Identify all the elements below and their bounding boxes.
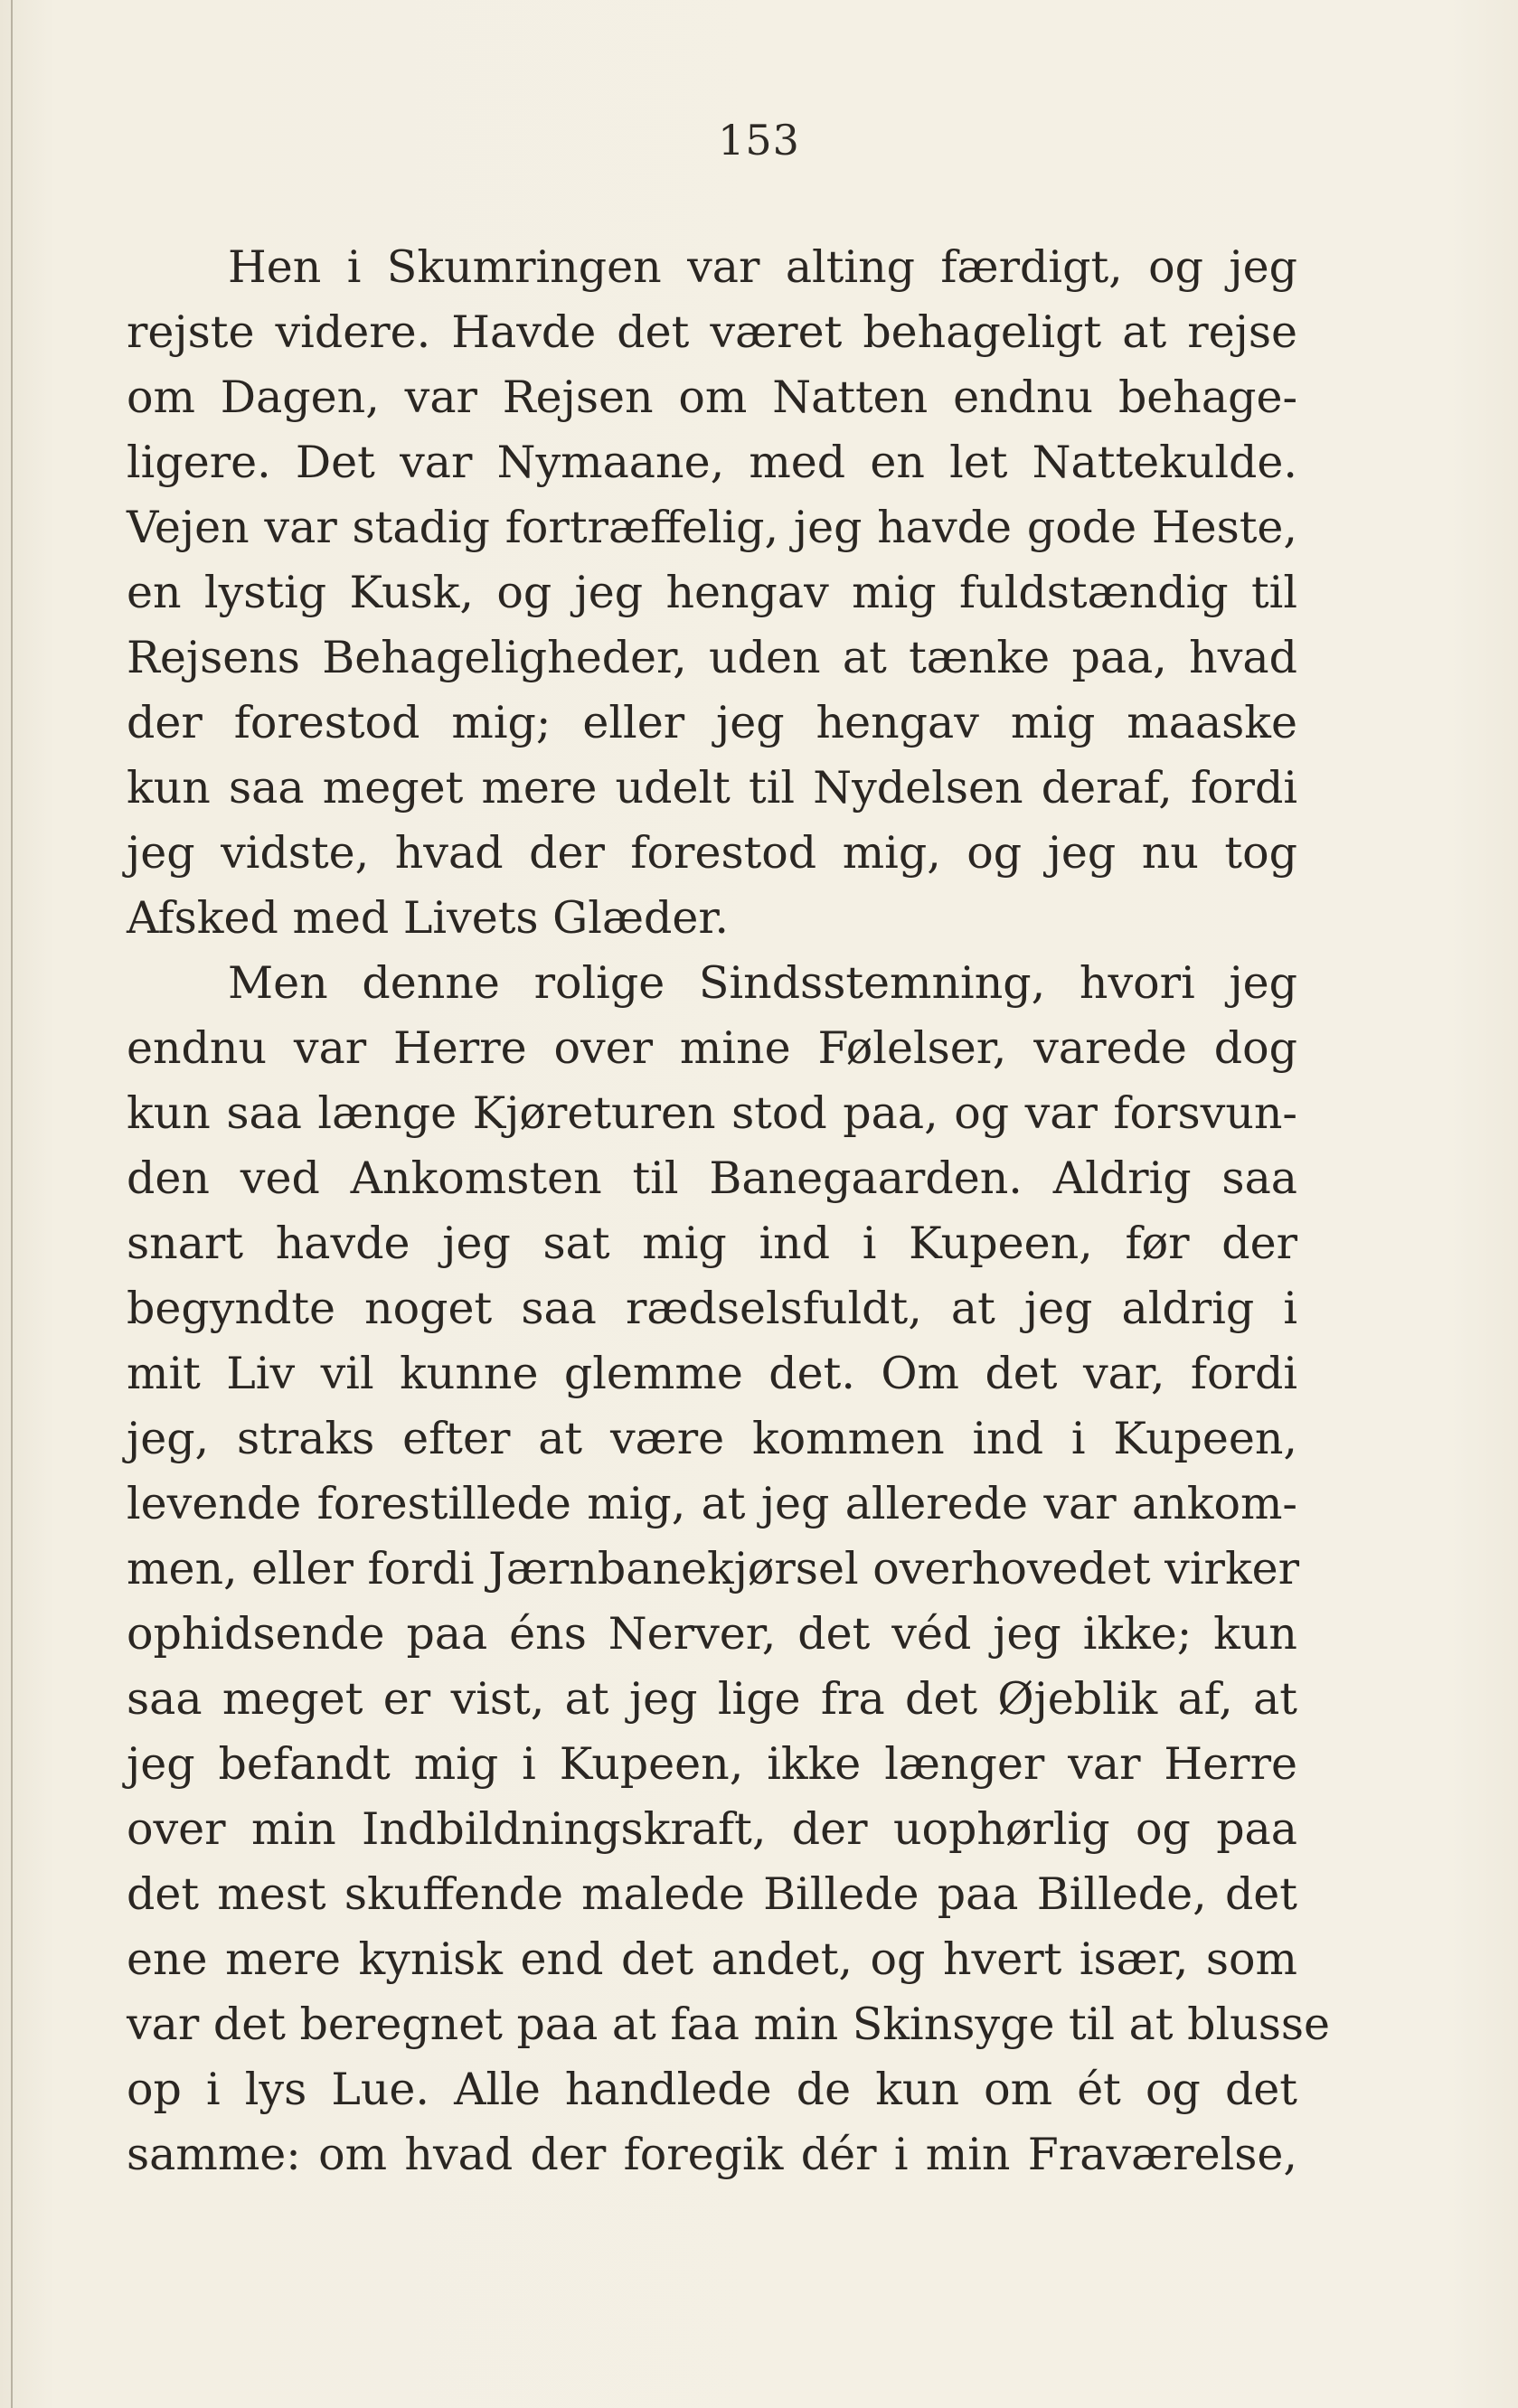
text-line: samme: om hvad der foregik dér i min Fraværelse, (127, 2129, 1297, 2180)
text-line: ligere. Det var Nymaane, med en let Nattekulde. (127, 437, 1297, 488)
text-line: op i lys Lue. Alle handlede de kun om ét og det (127, 2064, 1297, 2115)
text-line: ene mere kynisk end det andet, og hvert især, som (127, 1933, 1297, 1985)
text-line: saa meget er vist, at jeg lige fra det Øjeblik af, at (127, 1673, 1297, 1725)
text-line: en lystig Kusk, og jeg hengav mig fuldstændig til (127, 567, 1297, 618)
text-line: endnu var Herre over mine Følelser, varede dog (127, 1022, 1297, 1074)
text-line: Men denne rolige Sindsstemning, hvori jeg (228, 957, 1297, 1009)
text-line: det mest skuffende malede Billede paa Billede, det (127, 1868, 1297, 1920)
text-line: snart havde jeg sat mig ind i Kupeen, før der (127, 1218, 1297, 1269)
text-line: mit Liv vil kunne glemme det. Om det var, fordi (127, 1348, 1297, 1399)
text-line: jeg, straks efter at være kommen ind i Kupeen, (127, 1413, 1297, 1464)
text-line: levende forestillede mig, at jeg allerede var ankom- (127, 1478, 1297, 1529)
binding-edge (11, 0, 13, 2408)
text-line: Afsked med Livets Glæder. (127, 892, 729, 944)
text-line: begyndte noget saa rædselsfuldt, at jeg aldrig i (127, 1283, 1297, 1334)
text-line: den ved Ankomsten til Banegaarden. Aldrig saa (127, 1152, 1297, 1204)
body-text (127, 235, 1330, 2187)
text-line: men, eller fordi Jærnbanekjørsel overhovedet virker (127, 1543, 1300, 1594)
page-number: 153 (718, 116, 800, 165)
text-line: rejste videre. Havde det været behageligt at rejse (127, 306, 1297, 358)
text-line: om Dagen, var Rejsen om Natten endnu behage- (127, 372, 1297, 423)
text-line: over min Indbildningskraft, der uophørlig og paa (127, 1803, 1297, 1855)
text-line: Rejsens Behageligheder, uden at tænke paa, hvad (127, 632, 1297, 683)
text-line: der forestod mig; eller jeg hengav mig maaske (127, 697, 1297, 748)
text-line: ophidsende paa éns Nerver, det véd jeg ikke; kun (127, 1608, 1297, 1660)
text-line: Hen i Skumringen var alting færdigt, og jeg (228, 241, 1297, 293)
text-line: jeg befandt mig i Kupeen, ikke længer var Herre (127, 1738, 1297, 1790)
text-line: kun saa meget mere udelt til Nydelsen deraf, fordi (127, 762, 1297, 814)
text-line: var det beregnet paa at faa min Skinsyge til at blusse (127, 1999, 1330, 2050)
text-line: jeg vidste, hvad der forestod mig, og jeg nu tog (127, 827, 1297, 879)
text-line: kun saa længe Kjøreturen stod paa, og var forsvun- (127, 1087, 1297, 1139)
text-line: Vejen var stadig fortræffelig, jeg havde gode Heste, (127, 502, 1297, 553)
